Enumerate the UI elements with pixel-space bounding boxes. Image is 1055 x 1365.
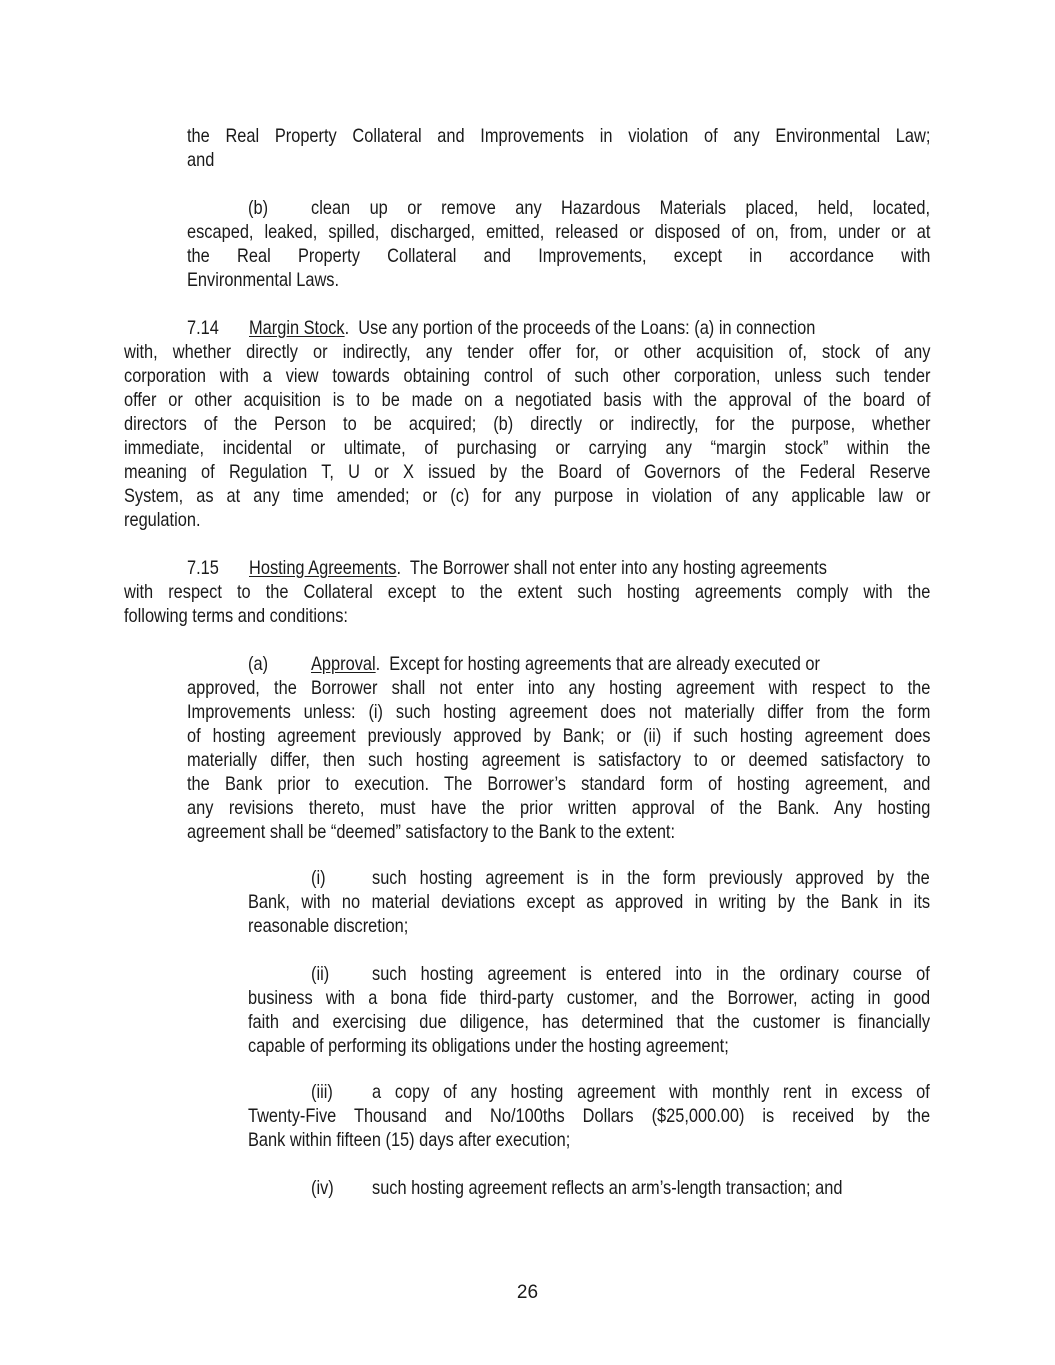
section-number: 7.15 (187, 557, 219, 579)
text-line: clean up or remove any Hazardous Materials placed, held, located, (311, 197, 931, 219)
text-line: of hosting agreement previously approved by Bank; or (ii) if such hosting agreement does (187, 725, 931, 747)
sub-item-label: (iv) (311, 1177, 334, 1199)
text-line: offer or other acquisition is to be made on a negotiated basis with the approval of the board of (124, 389, 931, 411)
text-line: System, as at any time amended; or (c) for any purpose in violation of any applicable law or (124, 485, 931, 507)
text-line: the Real Property Collateral and Improvements, except in accordance with (187, 245, 931, 267)
item-label: (a) (248, 653, 269, 675)
text-line: such hosting agreement reflects an arm’s-length transaction; and (372, 1177, 843, 1199)
text-line: approved, the Borrower shall not enter into any hosting agreement with respect to the (187, 677, 931, 699)
text-line: reasonable discretion; (248, 915, 409, 937)
text-line: a copy of any hosting agreement with monthly rent in excess of (372, 1081, 930, 1103)
sub-item-label: (iii) (311, 1081, 333, 1103)
text-line: following terms and conditions: (124, 605, 348, 627)
item-label: (b) (248, 197, 269, 219)
section-number: 7.14 (187, 317, 219, 339)
sub-item-label: (ii) (311, 963, 330, 985)
text-line: immediate, incidental or ultimate, of purchasing or carrying any “margin stock” within the (124, 437, 931, 459)
text-line: corporation with a view towards obtaining control of such other corporation, unless such tender (124, 365, 931, 387)
text-span: . Except for hosting agreements that are already executed or (375, 653, 820, 675)
text-line: such hosting agreement is entered into in the ordinary course of (372, 963, 930, 985)
text-line: Environmental Laws. (187, 269, 340, 291)
text-line: escaped, leaked, spilled, discharged, emitted, released or disposed of on, from, under or at (187, 221, 931, 243)
section-heading-line (249, 316, 929, 340)
text-line: meaning of Regulation T, U or X issued by the Board of Governors of the Federal Reserve (124, 461, 931, 483)
text-line: the Real Property Collateral and Improvements in violation of any Environmental Law; (187, 125, 931, 147)
text-line: and (187, 149, 215, 171)
text-line: the Bank prior to execution. The Borrower’s standard form of hosting agreement, and (187, 773, 931, 795)
text-line: agreement shall be “deemed” satisfactory to the Bank to the extent: (187, 821, 676, 843)
section-heading: Hosting Agreements (249, 557, 397, 579)
section-heading: Margin Stock (249, 317, 345, 339)
text-line: any revisions thereto, must have the prior written approval of the Bank. Any hosting (187, 797, 931, 819)
text-line: directors of the Person to be acquired; (b) directly or indirectly, for the purpose, whether (124, 413, 931, 435)
text-line: Bank within fifteen (15) days after execution; (248, 1129, 571, 1151)
section-heading-line (249, 556, 929, 580)
text-line: such hosting agreement is in the form previously approved by the (372, 867, 930, 889)
text-line: Twenty-Five Thousand and No/100ths Dollars ($25,000.00) is received by the (248, 1105, 931, 1127)
sub-item-label: (i) (311, 867, 326, 889)
text-line: materially differ, then such hosting agreement is satisfactory to or deemed satisfactory to (187, 749, 931, 771)
text-line: Bank, with no material deviations except as approved in writing by the Bank in its (248, 891, 931, 913)
text-line: regulation. (124, 509, 201, 531)
text-line: Improvements unless: (i) such hosting agreement does not materially differ from the form (187, 701, 931, 723)
item-heading: Approval (311, 653, 376, 675)
text-line: business with a bona fide third-party customer, and the Borrower, acting in good (248, 987, 931, 1009)
item-heading-line (311, 652, 930, 676)
text-span: . The Borrower shall not enter into any hosting agreements (396, 557, 827, 579)
text-line: with respect to the Collateral except to the extent such hosting agreements comply with the (124, 581, 931, 603)
text-span: . Use any portion of the proceeds of the Loans: (a) in connection (344, 317, 816, 339)
text-line: with, whether directly or indirectly, any tender offer for, or other acquisition of, stock of any (124, 341, 931, 363)
page-number: 26 (516, 1282, 539, 1303)
text-line: capable of performing its obligations under the hosting agreement; (248, 1035, 729, 1057)
text-line: faith and exercising due diligence, has determined that the customer is financially (248, 1011, 931, 1033)
